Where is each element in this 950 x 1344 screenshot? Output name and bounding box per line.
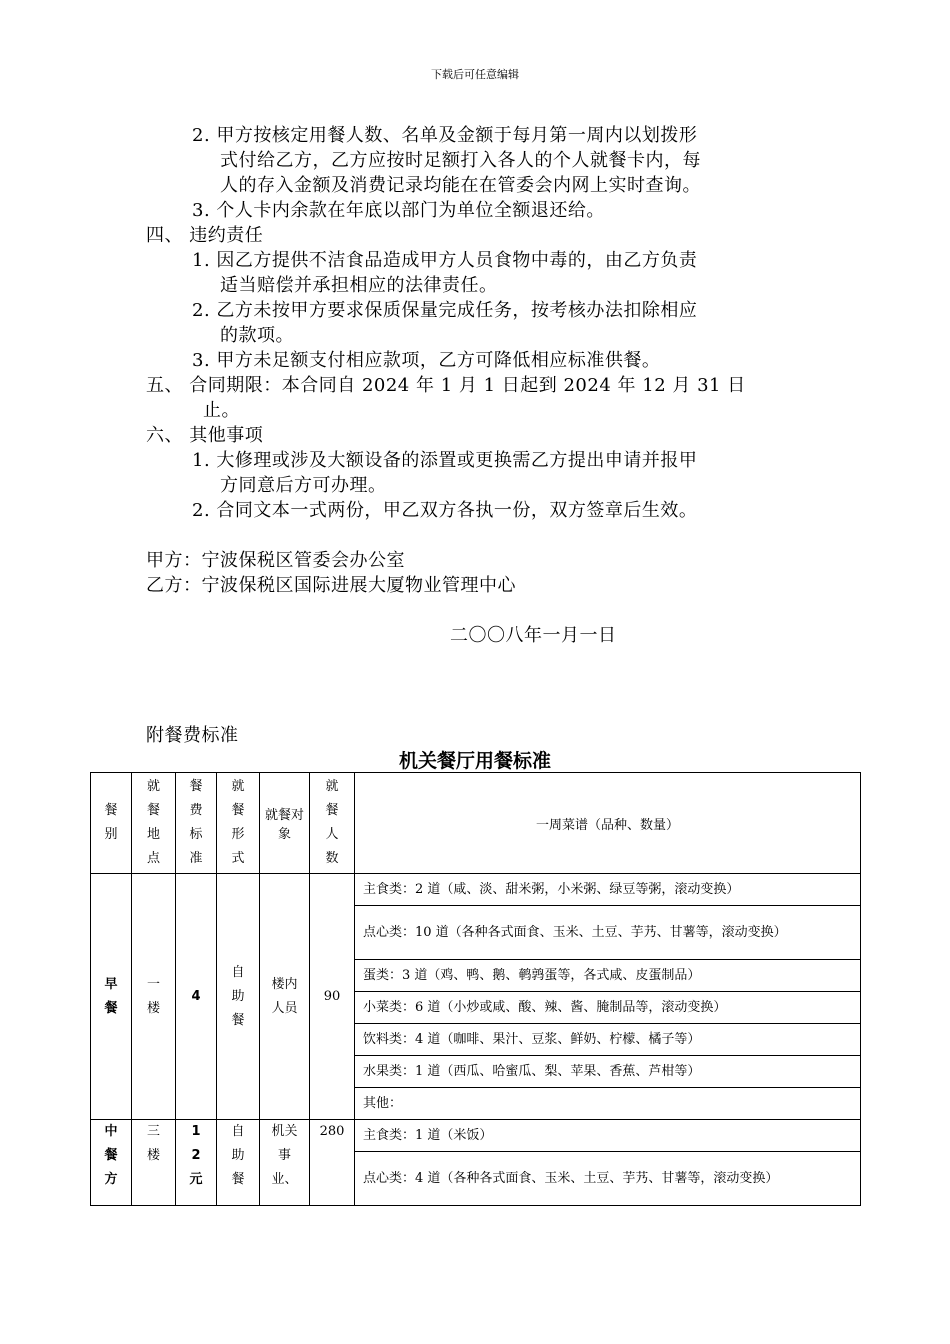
- table-row: [91, 874, 861, 906]
- lunch-target: 机关事业、: [260, 1120, 310, 1206]
- header-menu: 一周菜谱（品种、数量）: [355, 773, 861, 874]
- table-row: [91, 1120, 861, 1152]
- section-4-item-1-line-2: 适当赔偿并承担相应的法律责任。: [220, 275, 498, 296]
- header-meal: 餐别: [91, 773, 132, 874]
- header-form: 就餐形式: [217, 773, 260, 874]
- breakfast-menu-item: 主食类：2 道（咸、淡、甜米粥，小米粥、绿豆等粥，滚动变换）: [355, 874, 861, 906]
- lunch-place: 三楼: [132, 1120, 176, 1206]
- lunch-count: 280: [310, 1120, 355, 1206]
- section-6-heading: 六、 其他事项: [146, 425, 264, 446]
- signing-date: 二〇〇八年一月一日: [450, 625, 617, 646]
- breakfast-meal: 早餐: [91, 874, 132, 1120]
- party-a: 甲方：宁波保税区管委会办公室: [146, 550, 405, 571]
- lunch-menu-item: 点心类：4 道（各种各式面食、玉米、土豆、芋艿、甘薯等，滚动变换）: [355, 1152, 861, 1206]
- header-place: 就餐地点: [132, 773, 176, 874]
- breakfast-menu-item: 小菜类：6 道（小炒或咸、酸、辣、酱、腌制品等，滚动变换）: [355, 992, 861, 1024]
- meal-standard-table: [90, 772, 861, 1206]
- table-title: 机关餐厅用餐标准: [398, 750, 551, 772]
- breakfast-target: 楼内人员: [260, 874, 310, 1120]
- header-fee: 餐费标准: [176, 773, 217, 874]
- breakfast-menu-item: 蛋类：3 道（鸡、鸭、鹅、鹌鹑蛋等，各式咸、皮蛋制品）: [355, 960, 861, 992]
- lunch-fee: 12元: [176, 1120, 217, 1206]
- party-b: 乙方：宁波保税区国际进展大厦物业管理中心: [146, 575, 516, 596]
- breakfast-count: 90: [310, 874, 355, 1120]
- lunch-form: 自助餐: [217, 1120, 260, 1206]
- page-header: 下载后可任意编辑: [431, 68, 519, 81]
- section-6-item-1-line-2: 方同意后方可办理。: [220, 475, 387, 496]
- header-row: [91, 773, 861, 874]
- clause-2-line-1: 2. 甲方按核定用餐人数、名单及金额于每月第一周内以划拨形: [192, 125, 698, 146]
- section-4-item-2-line-2: 的款项。: [220, 325, 294, 346]
- appendix-label: 附餐费标准: [146, 725, 239, 746]
- header-count: 就餐人数: [310, 773, 355, 874]
- lunch-menu-item: 主食类：1 道（米饭）: [355, 1120, 861, 1152]
- breakfast-fee: 4: [176, 874, 217, 1120]
- section-6-item-2: 2. 合同文本一式两份，甲乙双方各执一份，双方签章后生效。: [192, 500, 698, 521]
- section-4-item-3: 3. 甲方未足额支付相应款项，乙方可降低相应标准供餐。: [192, 350, 661, 371]
- breakfast-form: 自助餐: [217, 874, 260, 1120]
- section-5-line-2: 止。: [203, 400, 240, 421]
- section-6-item-1-line-1: 1. 大修理或涉及大额设备的添置或更换需乙方提出申请并报甲: [192, 450, 698, 471]
- breakfast-menu-item: 其他：: [355, 1088, 861, 1120]
- breakfast-menu-item: 水果类：1 道（西瓜、哈蜜瓜、梨、苹果、香蕉、芦柑等）: [355, 1056, 861, 1088]
- header-target: 就餐对象: [260, 773, 310, 874]
- section-5-line-1: 五、 合同期限：本合同自 2024 年 1 月 1 日起到 2024 年 12 月 31 日: [146, 375, 746, 396]
- section-4-item-2-line-1: 2. 乙方未按甲方要求保质保量完成任务，按考核办法扣除相应: [192, 300, 698, 321]
- breakfast-menu-item: 点心类：10 道（各种各式面食、玉米、土豆、芋艿、甘薯等，滚动变换）: [355, 906, 861, 960]
- clause-2-line-3: 人的存入金额及消费记录均能在在管委会内网上实时查询。: [220, 175, 701, 196]
- breakfast-place: 一楼: [132, 874, 176, 1120]
- lunch-meal: 中餐方: [91, 1120, 132, 1206]
- section-4-heading: 四、 违约责任: [146, 225, 264, 246]
- section-4-item-1-line-1: 1. 因乙方提供不洁食品造成甲方人员食物中毒的，由乙方负责: [192, 250, 698, 271]
- breakfast-menu-item: 饮料类：4 道（咖啡、果汁、豆浆、鲜奶、柠檬、橘子等）: [355, 1024, 861, 1056]
- clause-2-line-2: 式付给乙方，乙方应按时足额打入各人的个人就餐卡内，每: [220, 150, 701, 171]
- clause-3: 3. 个人卡内余款在年底以部门为单位全额退还给。: [192, 200, 605, 221]
